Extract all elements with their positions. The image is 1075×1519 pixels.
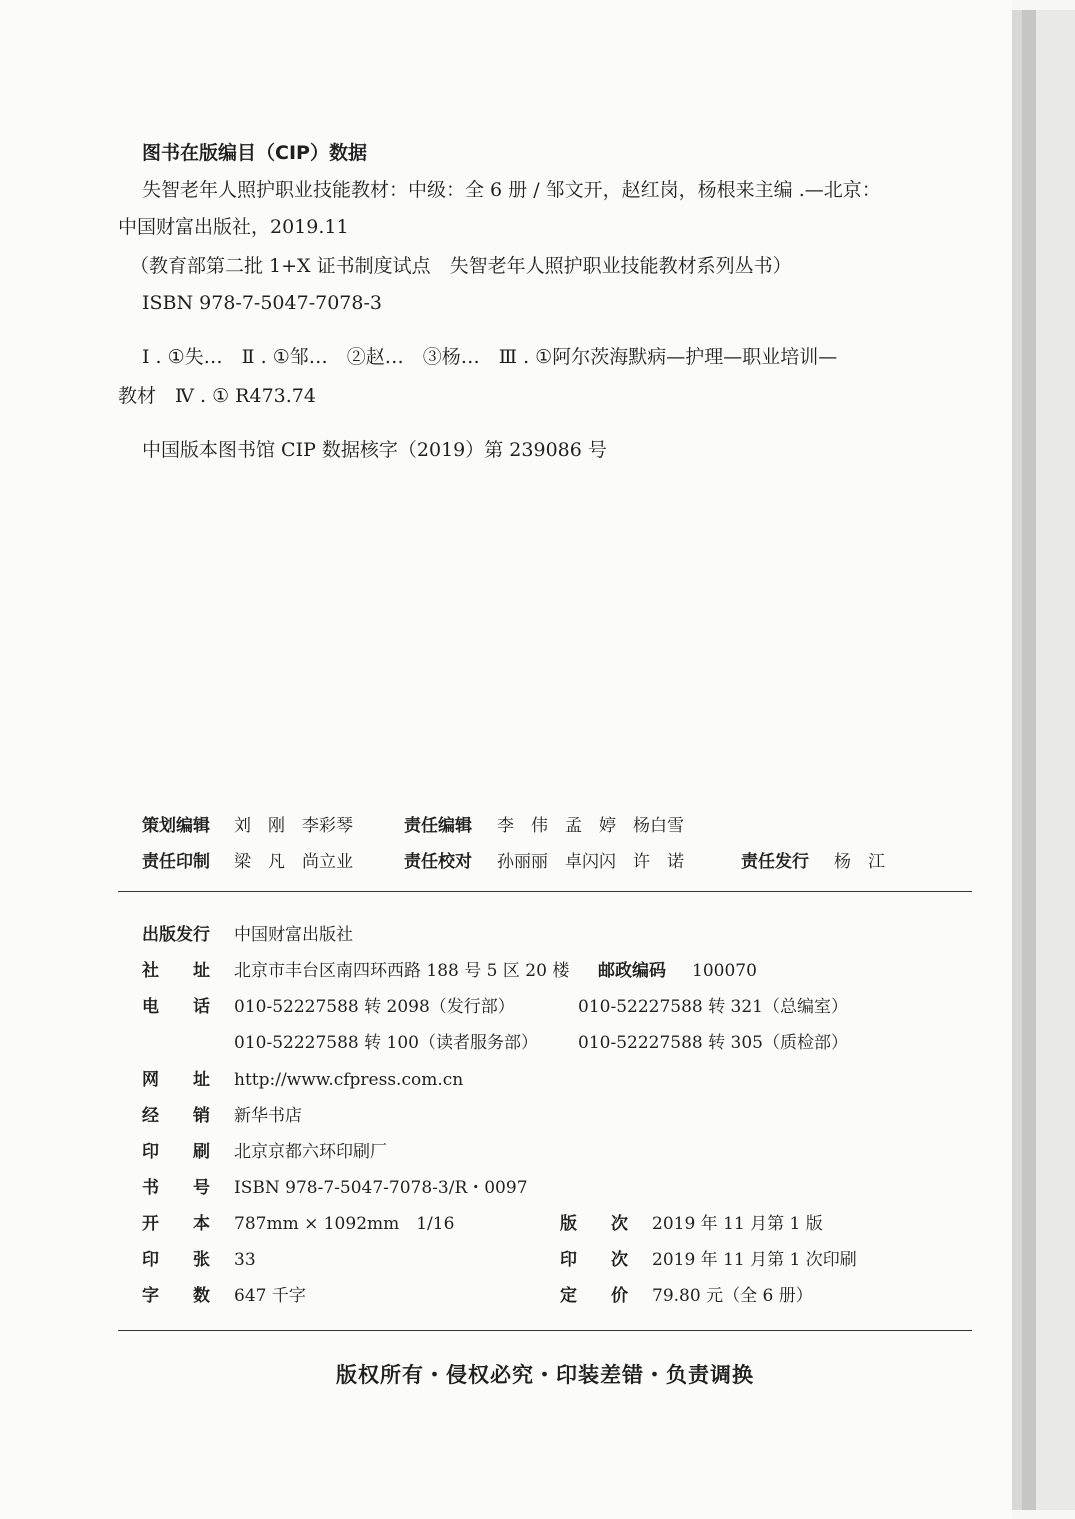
website: http://www.cfpress.com.cn <box>234 1070 464 1090</box>
publisher: 中国财富出版社 <box>234 925 353 945</box>
book-code: ISBN 978-7-5047-7078-3/R・0097 <box>234 1178 528 1198</box>
cip-line-2: 中国财富出版社，2019.11 <box>118 216 349 238</box>
cip-record-number: 中国版本图书馆 CIP 数据核字（2019）第 239086 号 <box>142 439 607 461</box>
planning-editor-label: 策划编辑 <box>142 816 210 836</box>
edition-label: 版 次 <box>560 1214 628 1234</box>
cip-classification-2: 教材 Ⅳ . ① R473.74 <box>118 385 316 407</box>
phone-editorial: 010-52227588 转 321（总编室） <box>578 997 848 1017</box>
cip-isbn: ISBN 978-7-5047-7078-3 <box>142 292 382 314</box>
responsible-editor-label: 责任编辑 <box>404 816 472 836</box>
seller-label: 经 销 <box>142 1106 210 1126</box>
cip-heading: 图书在版编目（CIP）数据 <box>142 142 367 164</box>
cip-classification-1: Ⅰ . ①失… Ⅱ . ①邹… ②赵… ③杨… Ⅲ . ①阿尔茨海默病—护理—职业培训— <box>142 346 838 368</box>
postcode: 100070 <box>692 961 757 981</box>
format-label: 开 本 <box>142 1214 210 1234</box>
printer-label: 印 刷 <box>142 1142 210 1162</box>
impression-label: 印 次 <box>560 1250 628 1270</box>
word-count: 647 千字 <box>234 1286 306 1306</box>
postcode-label: 邮政编码 <box>598 961 666 981</box>
planning-editor: 刘 刚 李彩琴 <box>234 816 353 836</box>
responsible-editor: 李 伟 孟 婷 杨白雪 <box>497 816 684 836</box>
edition: 2019 年 11 月第 1 版 <box>652 1214 823 1234</box>
responsible-printing-label: 责任印制 <box>142 852 210 872</box>
word-count-label: 字 数 <box>142 1286 210 1306</box>
cip-line-3: （教育部第二批 1+X 证书制度试点 失智老年人照护职业技能教材系列丛书） <box>130 255 792 277</box>
phone-reader-service: 010-52227588 转 100（读者服务部） <box>234 1033 538 1053</box>
address-label: 社 址 <box>142 961 210 981</box>
responsible-distribution: 杨 江 <box>834 852 885 872</box>
seller: 新华书店 <box>234 1106 302 1126</box>
responsible-distribution-label: 责任发行 <box>741 852 809 872</box>
cip-line-1: 失智老年人照护职业技能教材：中级：全 6 册 / 邹文开，赵红岗，杨根来主编 .—北京： <box>142 179 881 201</box>
divider-top <box>118 891 972 892</box>
responsible-printing: 梁 凡 尚立业 <box>234 852 353 872</box>
sheets-label: 印 张 <box>142 1250 210 1270</box>
book-code-label: 书 号 <box>142 1178 210 1198</box>
address: 北京市丰台区南四环西路 188 号 5 区 20 楼 <box>234 961 570 981</box>
phone-quality: 010-52227588 转 305（质检部） <box>578 1033 848 1053</box>
price: 79.80 元（全 6 册） <box>652 1286 813 1306</box>
page-edge <box>1012 10 1022 1510</box>
page-edge-margin <box>1036 10 1075 1510</box>
responsible-proof-label: 责任校对 <box>404 852 472 872</box>
divider-bottom <box>118 1330 972 1331</box>
page-edge-shadow <box>1022 10 1036 1510</box>
printer: 北京京都六环印刷厂 <box>234 1142 387 1162</box>
impression: 2019 年 11 月第 1 次印刷 <box>652 1250 857 1270</box>
sheets: 33 <box>234 1250 256 1270</box>
format: 787mm × 1092mm 1/16 <box>234 1214 455 1234</box>
responsible-proof: 孙丽丽 卓闪闪 许 诺 <box>497 852 684 872</box>
price-label: 定 价 <box>560 1286 628 1306</box>
phone-label: 电 话 <box>142 997 210 1017</box>
publisher-label: 出版发行 <box>142 925 210 945</box>
rights-slogan: 版权所有・侵权必究・印装差错・负责调换 <box>336 1363 754 1387</box>
phone-distribution: 010-52227588 转 2098（发行部） <box>234 997 515 1017</box>
website-label: 网 址 <box>142 1070 210 1090</box>
